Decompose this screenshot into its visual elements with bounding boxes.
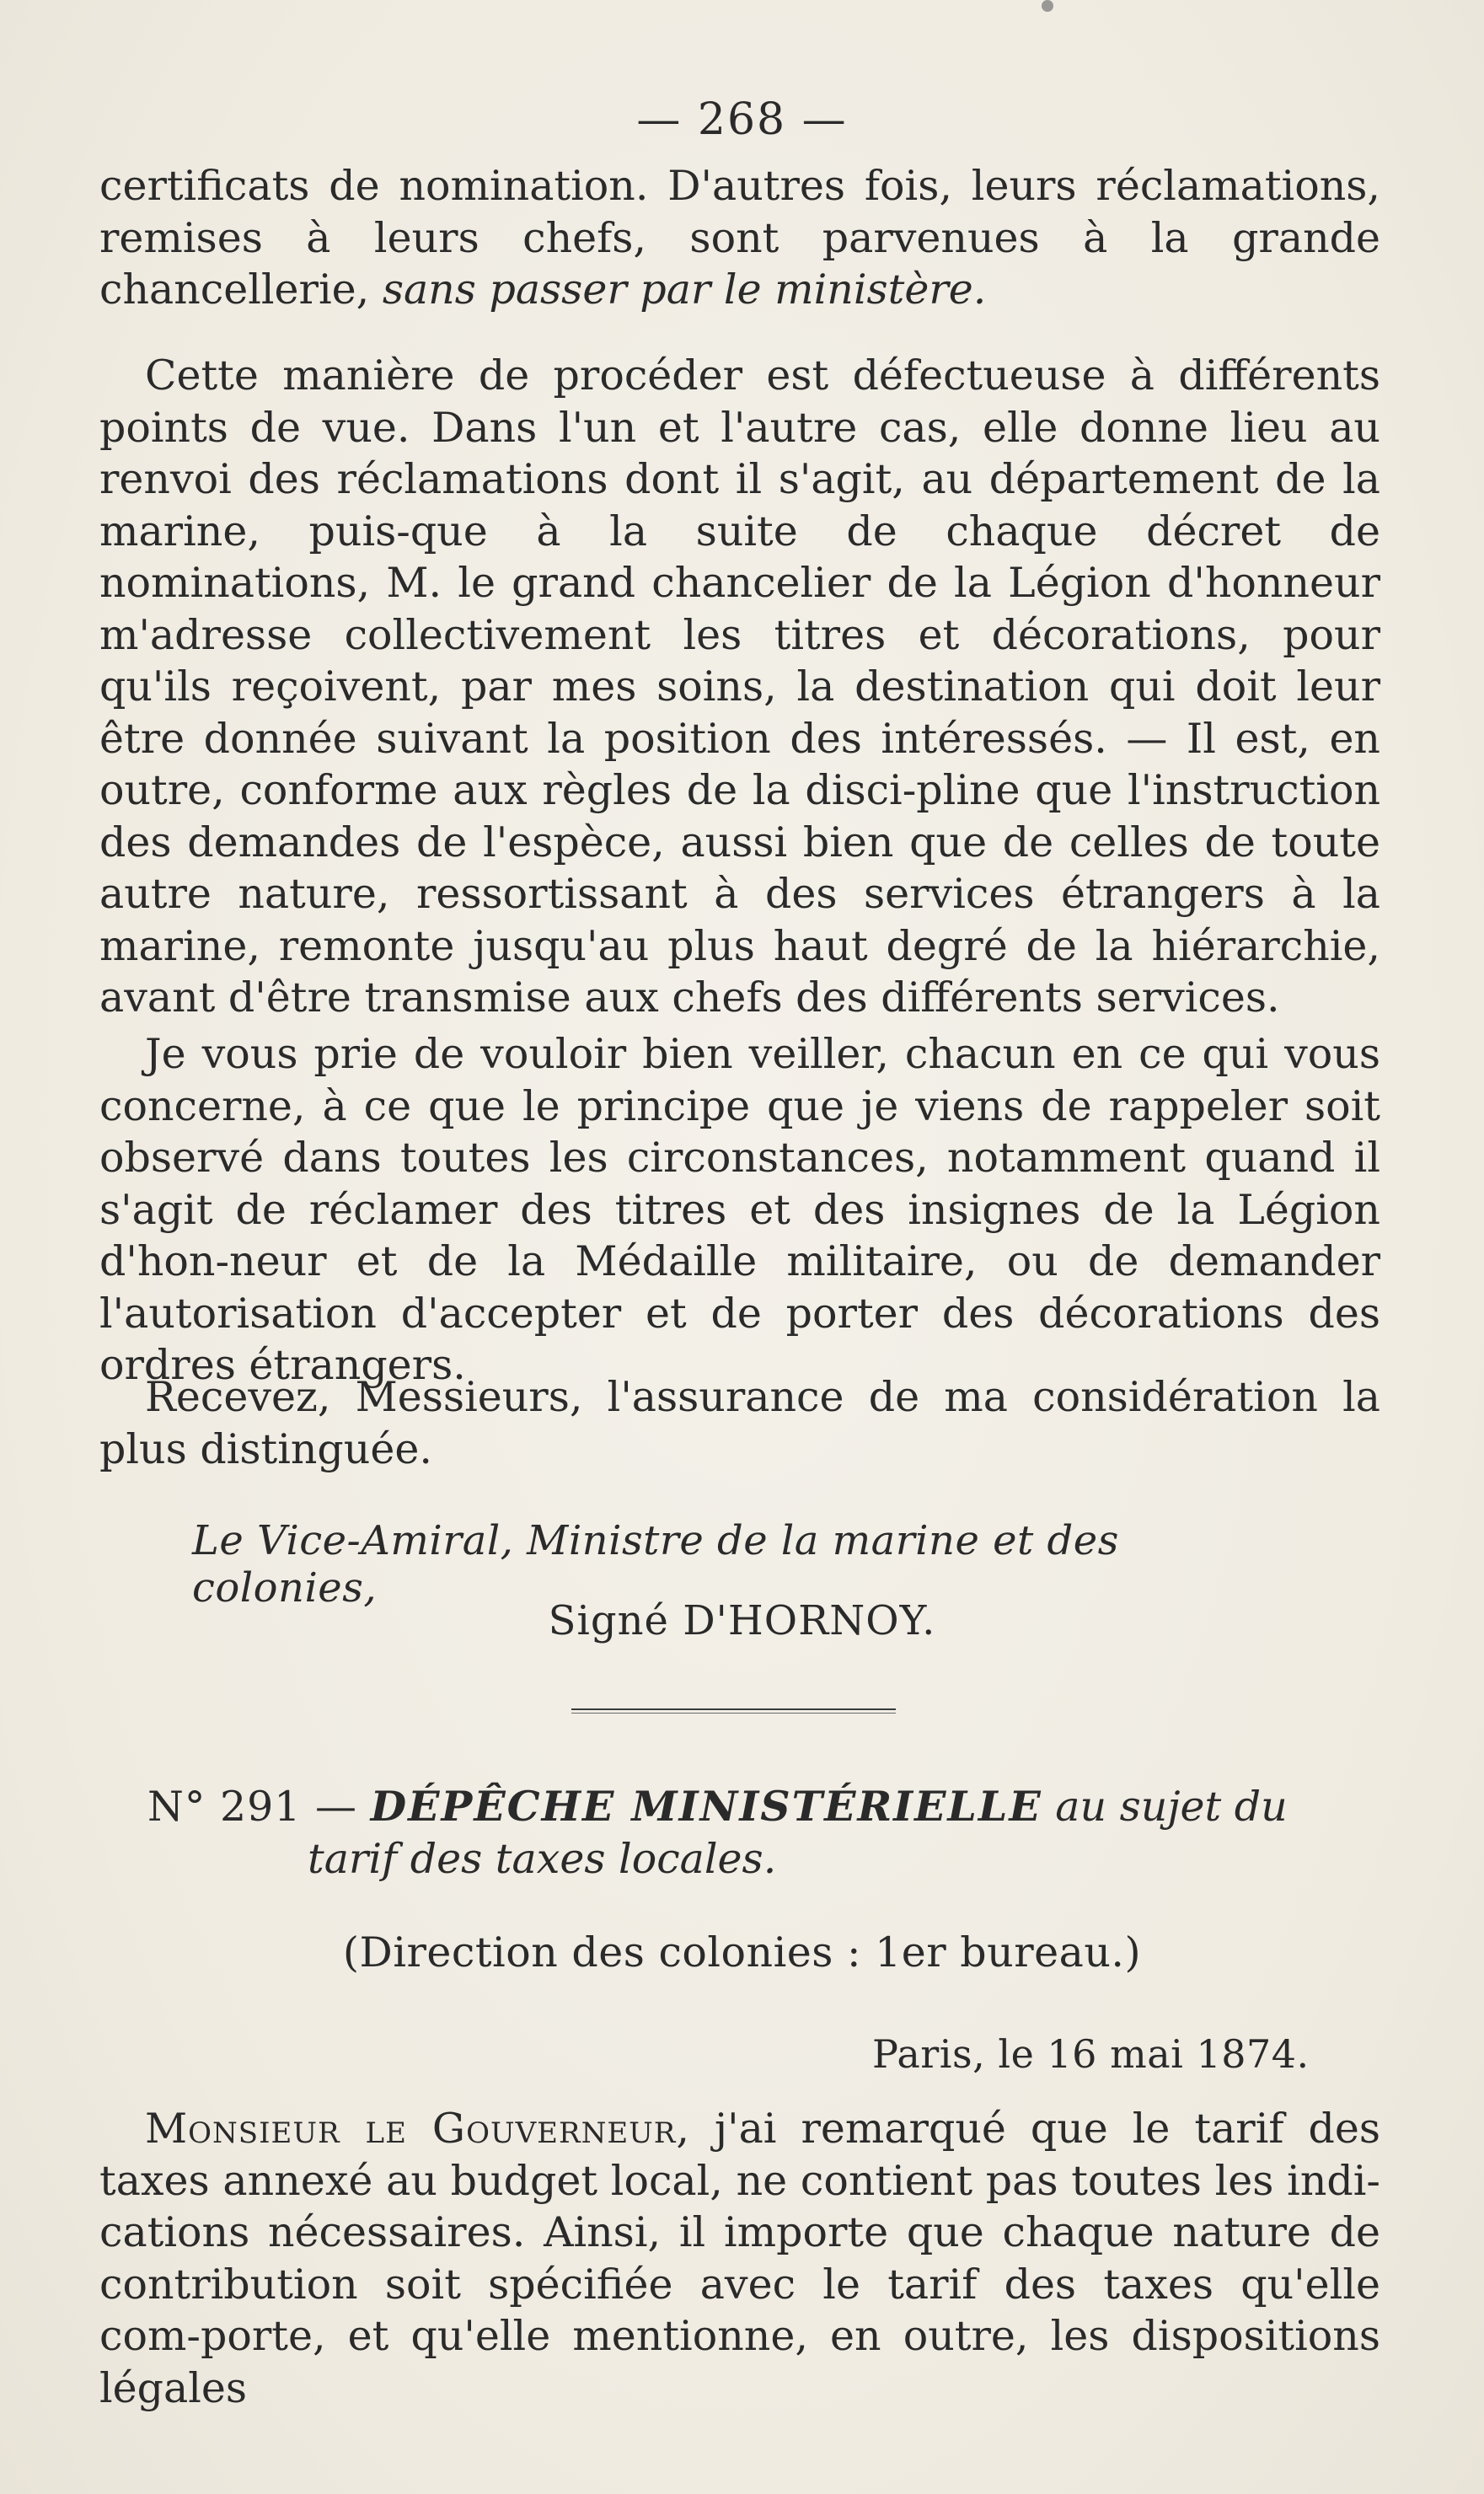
section-title-line-2: tarif des taxes locales. — [308, 1835, 777, 1883]
section-number: N° 291 — — [147, 1783, 358, 1831]
signature-title: Le Vice-Amiral, Ministre de la marine et des colonies, — [192, 1517, 1119, 1612]
paragraph-3: Je vous prie de vouloir bien veiller, chacun en ce qui vous concerne, à ce que le principe que je viens de rappeler soit observé dans toutes les circonstances, notamment quand il s'agit de réclamer des titres et des insignes de la Légion d'hon-neur et de la Médaille militaire, ou de demander l'autorisation d'accepter et de porter des décorations des ordres étrangers. — [99, 1030, 1380, 1389]
section-direction: (Direction des colonies : 1er bureau.) — [342, 1928, 1142, 1976]
letter-body — [99, 2103, 1380, 2414]
letter-date: Paris, le 16 mai 1874. — [872, 2031, 1310, 2077]
paragraph-1 — [99, 160, 1380, 316]
section-heading — [147, 1780, 1361, 1885]
paragraph-1-text: certificats de nomination. D'autres fois, leurs réclamations, remises à leurs chefs, sont parvenues à la grande chancellerie, — [99, 162, 1380, 314]
paragraph-2: Cette manière de procéder est défectueuse à différents points de vue. Dans l'un et l'autre cas, elle donne lieu au renvoi des réclamations dont il s'agit, au département de la marine, puis-que à la suite de chaque décret de nominations, M. le grand chancelier de la Légion d'honneur m'adresse collectivement les titres et décorations, pour qu'ils reçoivent, par mes soins, la destination qui doit leur être donnée suivant la position des intéressés. — Il est, en outre, conforme aux règles de la disci-pline que l'instruction des demandes de l'espèce, aussi bien que de celles de toute autre nature, ressortissant à des services étrangers à la marine, remonte jusqu'au plus haut degré de la hiérarchie, avant d'être transmise aux chefs des différents services. — [99, 351, 1380, 1022]
paragraph-4: Recevez, Messieurs, l'assurance de ma considération la plus distinguée. — [99, 1373, 1380, 1473]
letter-salutation: Monsieur le Gouverneur, — [145, 2105, 690, 2153]
ink-speck — [1042, 0, 1053, 12]
paragraph-1-italic: sans passer par le ministère. — [382, 265, 987, 314]
page-number: — 268 — — [636, 94, 848, 145]
letter-body-text: j'ai remarqué que le tarif des taxes annexé au budget local, ne contient pas toutes les indi-cations nécessaires. Ainsi, il importe que chaque nature de contribution soit spécifiée avec le tarif des taxes qu'elle com-porte, et qu'elle mentionne, en outre, les dispositions légales — [99, 2105, 1380, 2412]
section-divider — [571, 1708, 896, 1710]
section-title-rest: au sujet du — [1042, 1783, 1288, 1831]
section-title-bold: DÉPÊCHE MINISTÉRIELLE — [370, 1782, 1042, 1831]
signature-name: Signé D'HORNOY. — [548, 1597, 936, 1644]
